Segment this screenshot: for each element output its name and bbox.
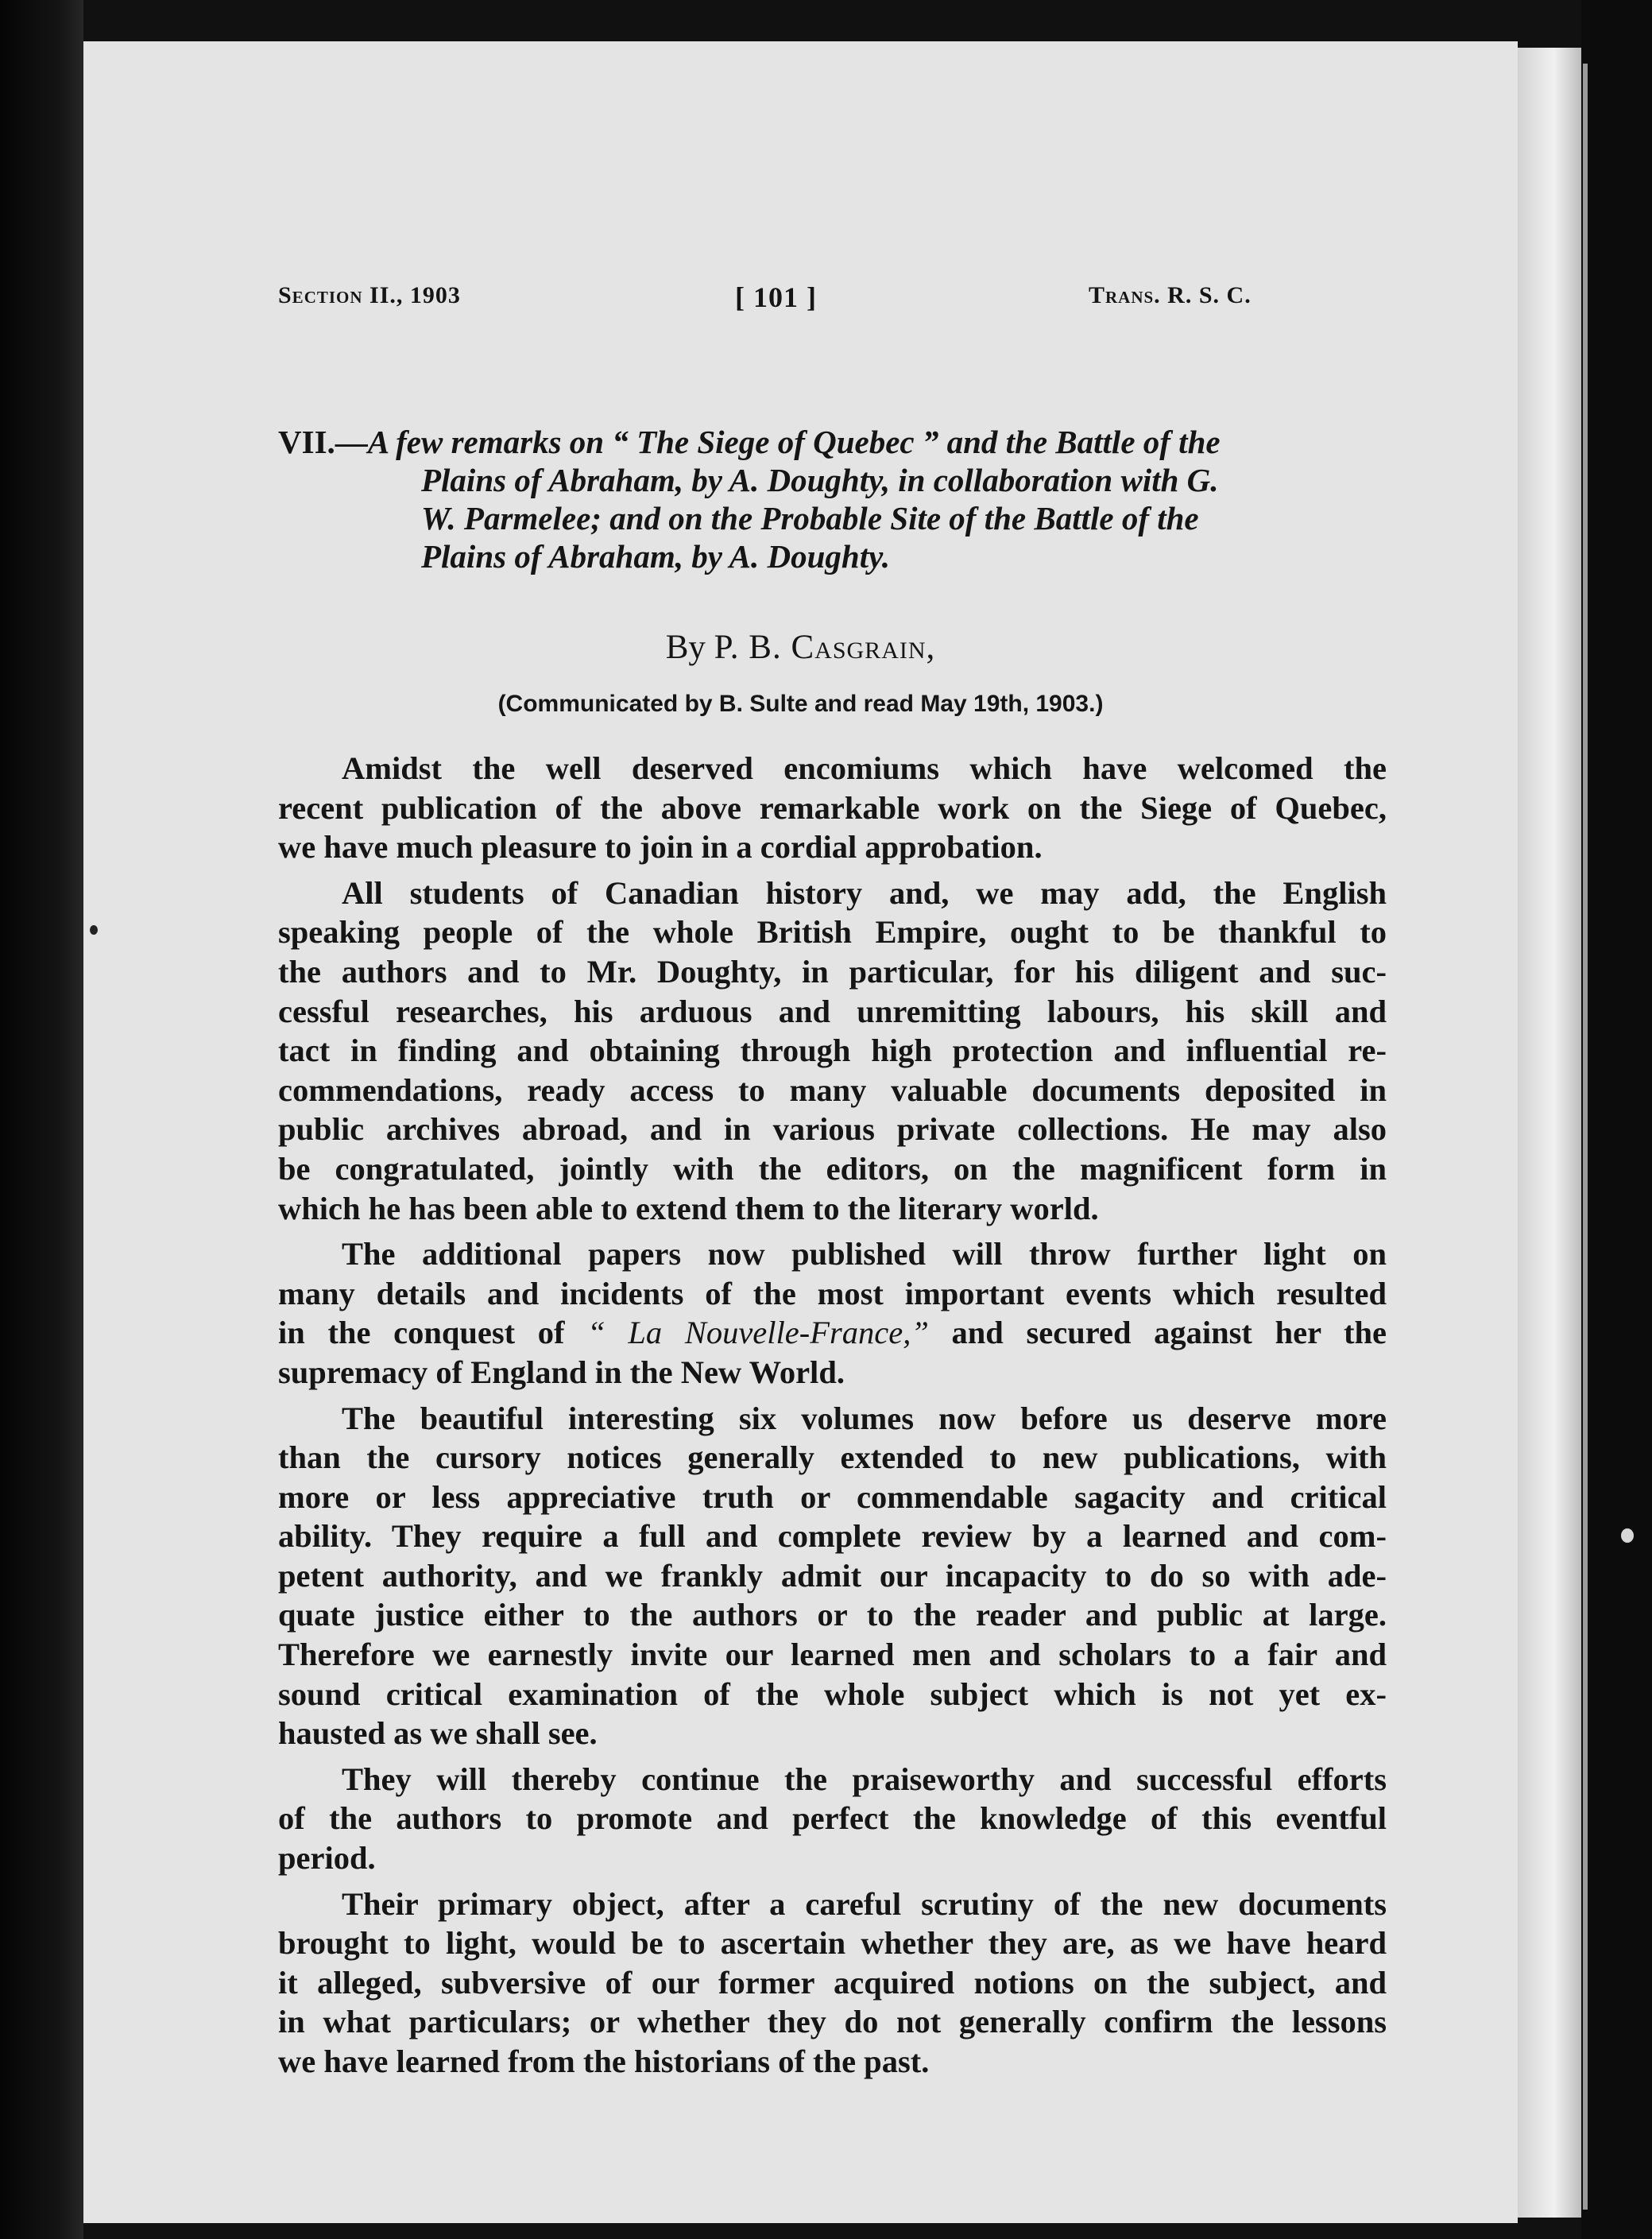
italic-phrase: “ La Nouvelle-France,” xyxy=(587,1315,929,1351)
header-section: Section II., 1903 xyxy=(278,282,461,308)
text-line: the authors and to Mr. Doughty, in particular, for his diligent and suc- xyxy=(278,953,1387,990)
byline xyxy=(83,628,1518,667)
title-line-2: Plains of Abraham, by A. Doughty, in collaboration with G. xyxy=(421,462,1219,498)
text-line: Their primary object, after a careful scrutiny of the new documents xyxy=(342,1885,1387,1922)
text-line: brought to light, would be to ascertain whether they are, as we have heard xyxy=(278,1925,1387,1962)
text-line: of the authors to promote and perfect the knowledge of this eventful xyxy=(278,1800,1387,1837)
text-line: The additional papers now published will throw further light on xyxy=(342,1236,1387,1273)
text-line: The beautiful interesting six volumes now before us deserve more xyxy=(342,1400,1387,1436)
ink-speck xyxy=(1621,1528,1634,1543)
running-header xyxy=(83,282,1518,322)
text-line: public archives abroad, and in various private collections. He may also xyxy=(278,1111,1387,1148)
text-line: supremacy of England in the New World. xyxy=(278,1354,845,1390)
text-line: ability. They require a full and complete review by a learned and com- xyxy=(278,1518,1387,1555)
text-line: in what particulars; or whether they do not generally confirm the lessons xyxy=(278,2004,1387,2040)
text-line: tact in finding and obtaining through high protection and influential re- xyxy=(278,1032,1387,1069)
text-line: more or less appreciative truth or commendable sagacity and critical xyxy=(278,1478,1387,1515)
title-line-1-text: A few remarks on “ The Siege of Quebec ” and the Battle of the xyxy=(367,424,1221,460)
title-number: VII.— xyxy=(278,424,368,460)
text-line: They will thereby continue the praiseworthy and successful efforts xyxy=(342,1761,1387,1797)
ink-speck xyxy=(90,925,98,935)
title-line-3: W. Parmelee; and on the Probable Site of the Battle of the xyxy=(421,500,1199,537)
text-line: period. xyxy=(278,1840,376,1877)
document-page xyxy=(83,41,1518,2223)
paragraph-6 xyxy=(278,1885,1387,2082)
article-body xyxy=(278,749,1387,2082)
text-line: Therefore we earnestly invite our learned men and scholars to a fair and xyxy=(278,1637,1387,1673)
text-line: hausted as we shall see. xyxy=(278,1715,598,1752)
text-line: which he has been able to extend them to the literary world. xyxy=(278,1190,1099,1226)
page-edge-shadow xyxy=(1583,64,1588,2210)
text-line: it alleged, subversive of our former acquired notions on the subject, and xyxy=(278,1964,1387,2001)
author-name: P. B. Casgrain, xyxy=(714,629,936,666)
paragraph-1 xyxy=(278,749,1387,867)
text-line: many details and incidents of the most important events which resulted xyxy=(278,1275,1387,1311)
text-line: we have learned from the historians of the past. xyxy=(278,2043,930,2079)
text-line: All students of Canadian history and, we may add, the English xyxy=(342,874,1387,911)
header-page-number: [ 101 ] xyxy=(735,281,817,313)
text-line: sound critical examination of the whole subject which is not yet ex- xyxy=(278,1675,1387,1712)
text-line: commendations, ready access to many valuable documents deposited in xyxy=(278,1071,1387,1108)
byline-prefix: By xyxy=(665,629,706,666)
text-line: petent authority, and we frankly admit our incapacity to do so with ade- xyxy=(278,1557,1387,1594)
page-edge xyxy=(1514,48,1581,2218)
header-journal: Trans. R. S. C. xyxy=(1089,282,1252,308)
paragraph-2 xyxy=(278,874,1387,1228)
paragraph-5 xyxy=(278,1760,1387,1878)
text-line: than the cursory notices generally extended to new publications, with xyxy=(278,1439,1387,1476)
text-line: Amidst the well deserved encomiums which have welcomed the xyxy=(342,750,1387,786)
paragraph-4 xyxy=(278,1399,1387,1753)
scan-border-left xyxy=(0,0,83,2239)
text-line: cessful researches, his arduous and unremitting labours, his skill and xyxy=(278,993,1387,1029)
text-line: we have much pleasure to join in a cordial approbation. xyxy=(278,829,1043,866)
text-line: be congratulated, jointly with the editors, on the magnificent form in xyxy=(278,1150,1387,1187)
text-line: in the conquest of “ La Nouvelle-France,” and secured against her the xyxy=(278,1315,1387,1351)
text-line: recent publication of the above remarkable work on the Siege of Quebec, xyxy=(278,789,1387,826)
scan-border-right xyxy=(1581,0,1652,2239)
title-line-1 xyxy=(278,423,1391,461)
article-title xyxy=(278,423,1391,575)
communicated-note: (Communicated by B. Sulte and read May 19th, 1903.) xyxy=(497,691,1104,717)
text-line: speaking people of the whole British Empire, ought to be thankful to xyxy=(278,914,1387,951)
text-line: quate justice either to the authors or to the reader and public at large. xyxy=(278,1597,1387,1633)
title-line-4: Plains of Abraham, by A. Doughty. xyxy=(421,538,891,575)
paragraph-3 xyxy=(278,1234,1387,1392)
